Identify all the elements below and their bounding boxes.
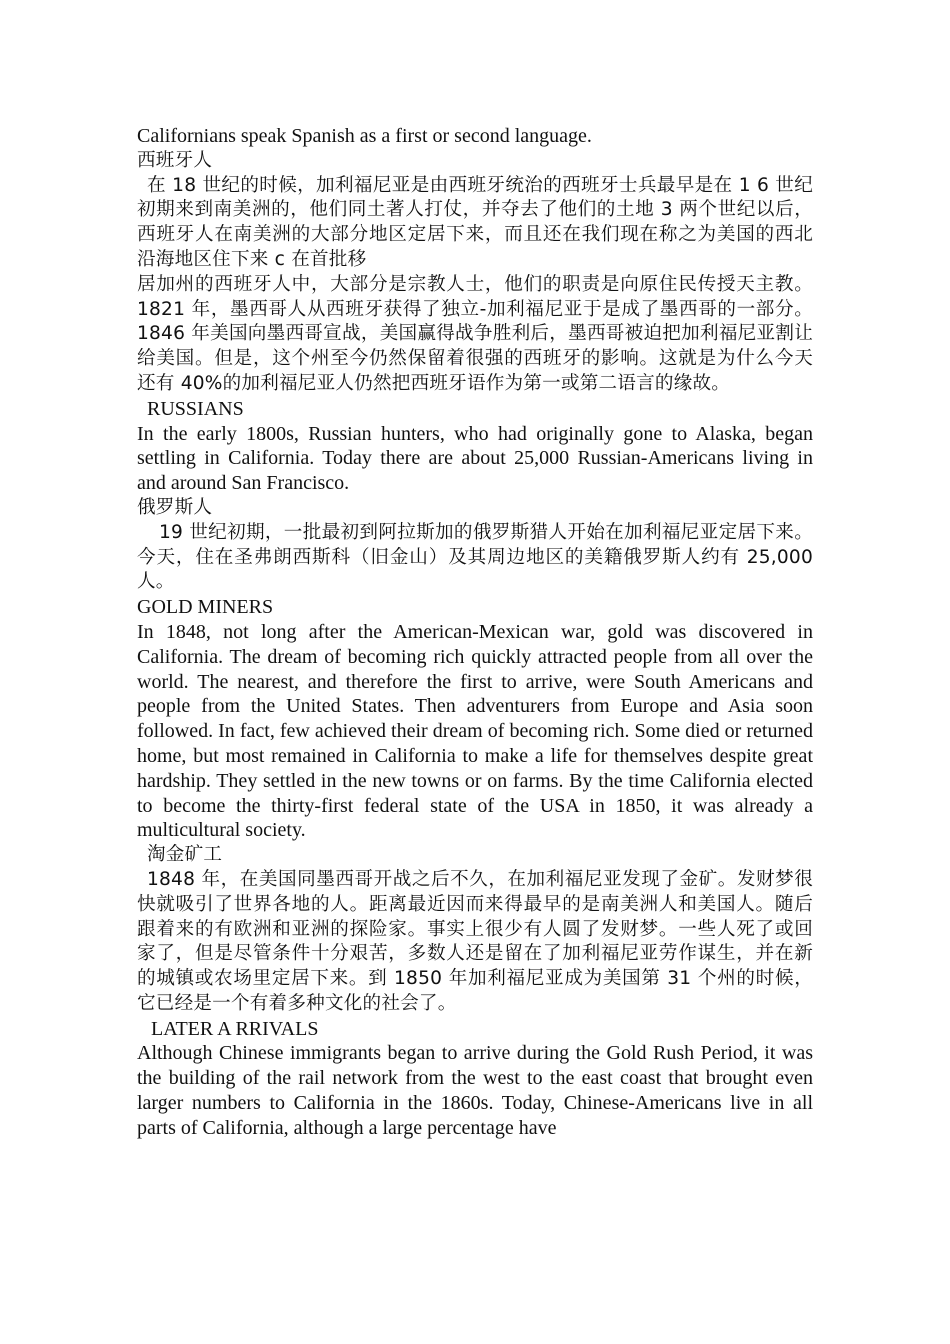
gold-miners-heading: GOLD MINERS bbox=[137, 596, 274, 619]
intro-line: Californians speak Spanish as a first or second language. bbox=[137, 125, 592, 147]
spanish-cn-paragraph-1: 在 18 世纪的时候，加利福尼亚是由西班牙统治的西班牙士兵最早是在 1 6 世纪初期来到南美洲的，他们同土著人打仗，并夺去了他们的土地 3 两个世纪以后，西班牙人在南美洲的大部分地区定居下来，而且还在我们现在称之为美国的西北沿海地区住下来 c 在首批移 bbox=[137, 174, 813, 270]
spanish-cn-heading: 西班牙人 bbox=[137, 149, 213, 171]
russians-heading: RUSSIANS bbox=[147, 397, 244, 420]
gold-miners-cn-paragraph: 1848 年，在美国同墨西哥开战之后不久，在加利福尼亚发现了金矿。发财梦很快就吸引了世界各地的人。距离最近因而来得最早的是南美洲人和美国人。随后跟着来的有欧洲和亚洲的探险家。事实上很少有人圆了发财梦。一些人死了或回家了，但是尽管条件十分艰苦，多数人还是留在了加利福尼亚劳作谋生，并在新的城镇或农场里定居下来。到 1850 年加利福尼亚成为美国第 31 个州的时候，它已经是一个有着多种文化的社会了。 bbox=[137, 868, 813, 1014]
russians-cn-paragraph: 19 世纪初期，一批最初到阿拉斯加的俄罗斯猎人开始在加利福尼亚定居下来。今天，住在圣弗朗西斯科（旧金山）及其周边地区的美籍俄罗斯人约有 25,000 人。 bbox=[137, 521, 813, 593]
spanish-cn-paragraph-2: 居加州的西班牙人中，大部分是宗教人士，他们的职责是向原住民传授天主教。1821 年，墨西哥人从西班牙获得了独立-加利福尼亚于是成了墨西哥的一部分。1846 年美国向墨西哥宣战，美国赢得战争胜利后，墨西哥被迫把加利福尼亚割让给美国。但是，这个州至今仍然保留着很强的西班牙的影响。这就是为什么今天还有 40%的加利福尼亚人仍然把西班牙语作为第一或第二语言的缘故。 bbox=[137, 273, 813, 394]
gold-miners-cn-heading: 淘金矿工 bbox=[147, 844, 223, 866]
gold-miners-paragraph: In 1848, not long after the American-Mexican war, gold was discovered in California. The dream of becoming rich quickly attracted people from all over the world. The nearest, and therefore the first to arrive, were South Americans and people from the United States. Then adventurers from Europe and Asia soon followed. In fact, few achieved their dream of becoming rich. Some died or returned home, but most remained in California to make a life for themselves despite great hardship. They settled in the new towns or on farms. By the time California elected to become the thirty-first federal state of the USA in 1850, it was already a multicultural society. bbox=[137, 620, 813, 842]
document-page bbox=[137, 124, 813, 1141]
russians-paragraph: In the early 1800s, Russian hunters, who had originally gone to Alaska, began settling in California. Today there are about 25,000 Russian-Americans living in and around San Francisco. bbox=[137, 422, 813, 495]
russians-cn-heading: 俄罗斯人 bbox=[137, 496, 213, 518]
later-arrivals-paragraph: Although Chinese immigrants began to arrive during the Gold Rush Period, it was the building of the rail network from the west to the east coast that brought even larger numbers to California in the 1860s. Today, Chinese-Americans live in all parts of California, although a large percentage have bbox=[137, 1042, 813, 1139]
later-arrivals-heading: LATER A RRIVALS bbox=[151, 1017, 319, 1040]
